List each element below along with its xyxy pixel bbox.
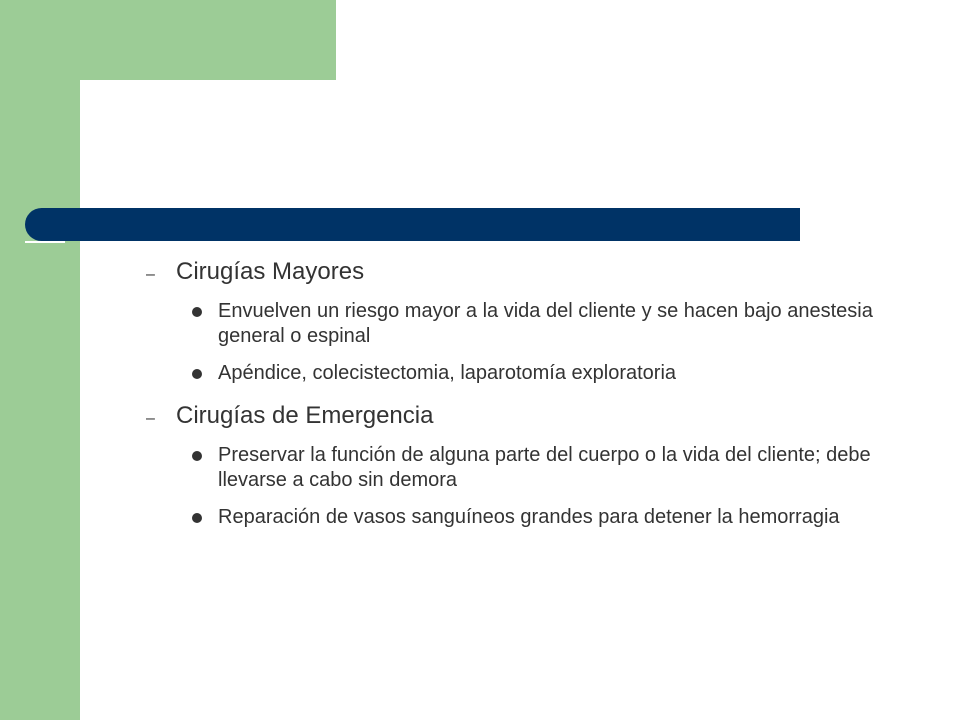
green-top-band bbox=[0, 0, 336, 80]
section-heading-row bbox=[146, 398, 906, 437]
bullet-dot-icon bbox=[192, 369, 202, 379]
dash-marker: – bbox=[146, 410, 155, 427]
bullet-item bbox=[190, 443, 878, 493]
bullet-text: Apéndice, colecistectomia, laparotomía exploratoria bbox=[218, 362, 677, 384]
rounded-corner-decoration bbox=[80, 80, 160, 160]
slide-body bbox=[146, 254, 906, 542]
green-side-band bbox=[0, 0, 80, 720]
title-bar bbox=[25, 208, 800, 241]
bullet-item bbox=[190, 505, 878, 530]
bullet-dot-icon bbox=[192, 307, 202, 317]
bullet-list bbox=[146, 443, 906, 530]
bullet-item bbox=[190, 361, 878, 386]
bullet-text: Envuelven un riesgo mayor a la vida del cliente y se hacen bajo anestesia general o espinal bbox=[218, 300, 873, 347]
section-heading: Cirugías de Emergencia bbox=[176, 402, 434, 429]
dash-marker: – bbox=[146, 266, 155, 283]
section-emergency-surgeries bbox=[146, 398, 906, 530]
bullet-dot-icon bbox=[192, 513, 202, 523]
bullet-item bbox=[190, 299, 878, 349]
bullet-text: Preservar la función de alguna parte del cuerpo o la vida del cliente; debe llevarse a cabo sin demora bbox=[218, 444, 871, 491]
section-heading-row bbox=[146, 254, 906, 293]
bullet-list bbox=[146, 299, 906, 386]
bullet-dot-icon bbox=[192, 451, 202, 461]
bullet-text: Reparación de vasos sanguíneos grandes para detener la hemorragia bbox=[218, 506, 840, 528]
section-major-surgeries bbox=[146, 254, 906, 386]
title-bar-notch bbox=[25, 241, 65, 243]
section-heading: Cirugías Mayores bbox=[176, 258, 365, 285]
